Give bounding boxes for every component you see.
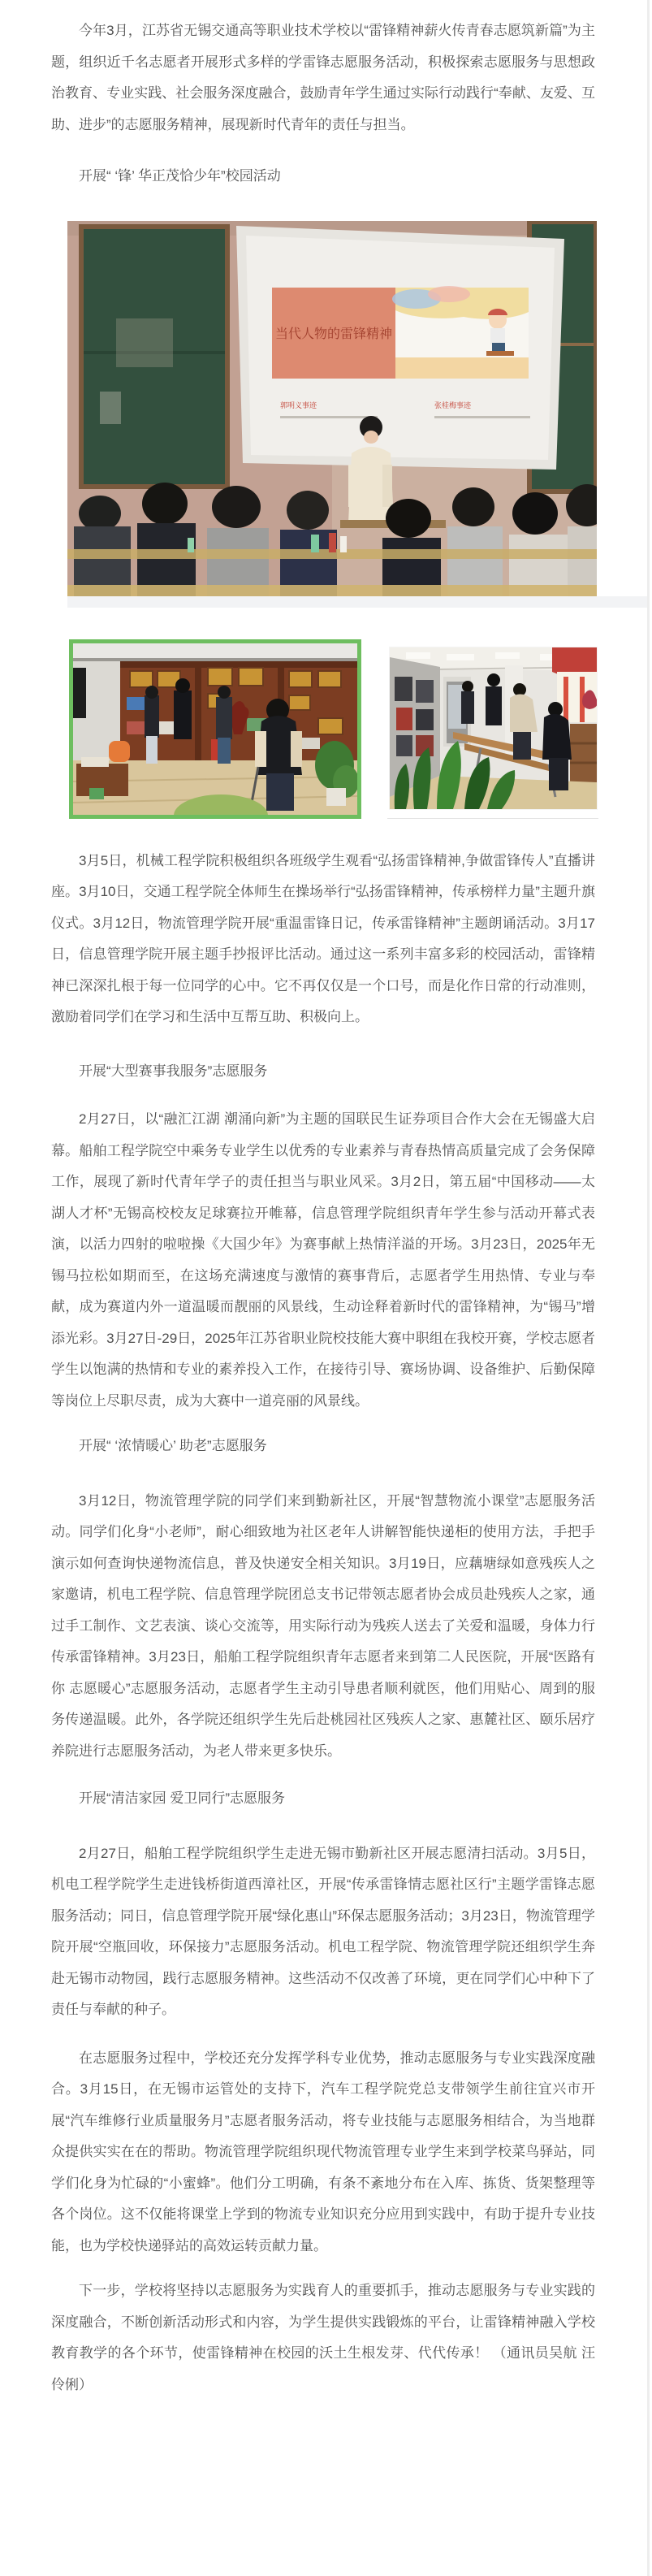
corridor-photo-frame	[390, 647, 597, 809]
figure-classroom	[51, 221, 595, 608]
campus-activities-paragraph: 3月5日，机械工程学院积极组织各班级学生观看“弘扬雷锋精神,争做雷锋传人”直播讲座。3月10日，交通工程学院全体师生在操场举行“弘扬雷锋精神，传承榜样力量”主题升旗仪式。3月12日，物流管理学院开展“重温雷锋日记，传承雷锋精神”主题朗诵活动。3月17日，信息管理学院开展主题手抄报评比活动。通过这一系列丰富多彩的校园活动，雷锋精神已深深扎根于每一位同学的心中。它不再仅仅是一个口号，而是化作日常的行动准则，激励着同学们在学习和生活中互帮互助、积极向上。	[51, 852, 595, 1024]
closing-paragraph: 下一步，学校将坚持以志愿服务为实践育人的重要抓手，推动志愿服务与专业实践的深度融合，不断创新活动形式和内容，为学生提供实践锻炼的平台，让雷锋精神融入学校教育教学的各个环节，使雷锋精神在校园的沃土生根发芽、代代传承！ （通讯员吴航 汪伶俐）	[51, 2283, 595, 2392]
section-heading-events: 开展“大型赛事我服务”志愿服务	[79, 1063, 268, 1079]
section-heading-campus: 开展“ ‘锋’ 华正茂恰少年”校园活动	[79, 168, 281, 184]
honor-room-photo-frame	[69, 639, 361, 819]
figure-bottom-strip	[67, 596, 647, 608]
photo-row	[51, 639, 595, 819]
slide-label-right: 张桂梅事迹	[434, 400, 472, 409]
projection-screen	[236, 226, 564, 470]
slide-label-left: 郭明义事迹	[280, 400, 317, 409]
section-heading-elderly: 开展“ ‘浓情暖心’ 助老”志愿服务	[79, 1438, 267, 1453]
slide-title: 当代人物的雷锋精神	[274, 327, 393, 341]
page-right-edge	[647, 0, 650, 2576]
left-blackboard	[79, 224, 230, 489]
classroom-lecture-photo[interactable]	[67, 221, 597, 596]
article-body	[51, 0, 595, 2401]
professional-practice-paragraph: 在志愿服务过程中，学校还充分发挥学科专业优势，推动志愿服务与专业实践深度融合。3月15日，在无锡市运管处的支持下，汽车工程学院党总支带领学生前往宜兴市开展“汽车维修行业质量服务月”志愿者服务活动，将专业技能与志愿服务相结合，为当地群众提供实实在在的帮助。物流管理学院组织现代物流管理专业学生来到学校菜鸟驿站，同学们化身为忙碌的“小蜜蜂”。他们分工明确，有条不紊地分布在入库、拣货、货架整理等各个岗位。这不仅能将课堂上学到的物流专业知识充分应用到实践中，有助于提升专业技能，也为学校快递驿站的高效运转贡献力量。	[51, 2050, 595, 2253]
elderly-paragraph: 3月12日，物流管理学院的同学们来到勤新社区，开展“智慧物流小课堂”志愿服务活动。同学们化身“小老师”，耐心细致地为社区老年人讲解智能快递柜的使用方法，手把手演示如何查询快递物流信息，普及快递安全相关知识。3月19日，应藕塘绿如意残疾人之家邀请，机电工程学院、信息管理学院团总支书记带领志愿者协会成员赴残疾人之家，通过手工制作、文艺表演、谈心交流等，用实际行动为残疾人送去了关爱和温暖，身体力行传承雷锋精神。3月23日，船舶工程学院组织青年志愿者来到第二人民医院，开展“医路有你 志愿暖心”志愿服务活动，志愿者学生主动引导患者顺利就医，他们用贴心、周到的服务传递温暖。此外，各学院还组织学生先后赴桃园社区残疾人之家、惠麓社区、颐乐居疗养院进行志愿服务活动，为老人带来更多快乐。	[51, 1492, 595, 1759]
photo-shadow-line	[387, 818, 598, 819]
corridor-volunteers-photo[interactable]	[390, 647, 597, 809]
intro-paragraph: 今年3月，江苏省无锡交通高等职业技术学校以“雷锋精神薪火传青春志愿筑新篇”为主题，组织近千名志愿者开展形式多样的学雷锋志愿服务活动，积极探索志愿服务与思想政治教育、专业实践、社会服务深度融合，鼓励青年学生通过实际行动践行“奉献、友爱、互助、进步”的志愿服务精神，展现新时代青年的责任与担当。	[51, 23, 595, 132]
events-paragraph: 2月27日，以“融汇江湖 潮涌向新”为主题的国联民生证券项目合作大会在无锡盛大启幕。船舶工程学院空中乘务专业学生以优秀的专业素养与青春热情高质量完成了会务保障工作，展现了新时代青年学子的责任担当与职业风采。3月2日，第五届“中国移动——太湖人才杯”无锡高校校友足球赛拉开帷幕，信息管理学院组织青年学生参与活动开幕式表演，以活力四射的啦啦操《大国少年》为赛事献上热情洋溢的开场。3月23日，2025年无锡马拉松如期而至，在这场充满速度与激情的赛事背后，志愿者学生用热情、专业与奉献，成为赛道内外一道温暖而靓丽的风景线，生动诠释着新时代的雷锋精神，为“锡马”增添光彩。3月27日-29日，2025年江苏省职业院校技能大赛中职组在我校开赛，学校志愿者学生以饱满的热情和专业的素养投入工作，在接待引导、赛场协调、设备维护、后勤保障等岗位上尽职尽责，成为大赛中一道亮丽的风景线。	[51, 1111, 595, 1409]
section-heading-cleaning: 开展“清洁家园 爱卫同行”志愿服务	[79, 1790, 286, 1806]
honor-room-cleaning-photo[interactable]	[73, 643, 357, 815]
cleaning-paragraph: 2月27日，船舶工程学院组织学生走进无锡市勤新社区开展志愿清扫活动。3月5日，机电工程学院学生走进钱桥街道西漳社区，开展“传承雷锋情志愿社区行”主题学雷锋志愿服务活动；同日，信息管理学院开展“绿化惠山”环保志愿服务活动；3月23日，物流管理学院开展“空瓶回收，环保接力”志愿服务活动。机电工程学院、物流管理学院还组织学生奔赴无锡市动物园，践行志愿服务精神。这些活动不仅改善了环境，更在同学们心中种下了责任与奉献的种子。	[51, 1845, 595, 2017]
